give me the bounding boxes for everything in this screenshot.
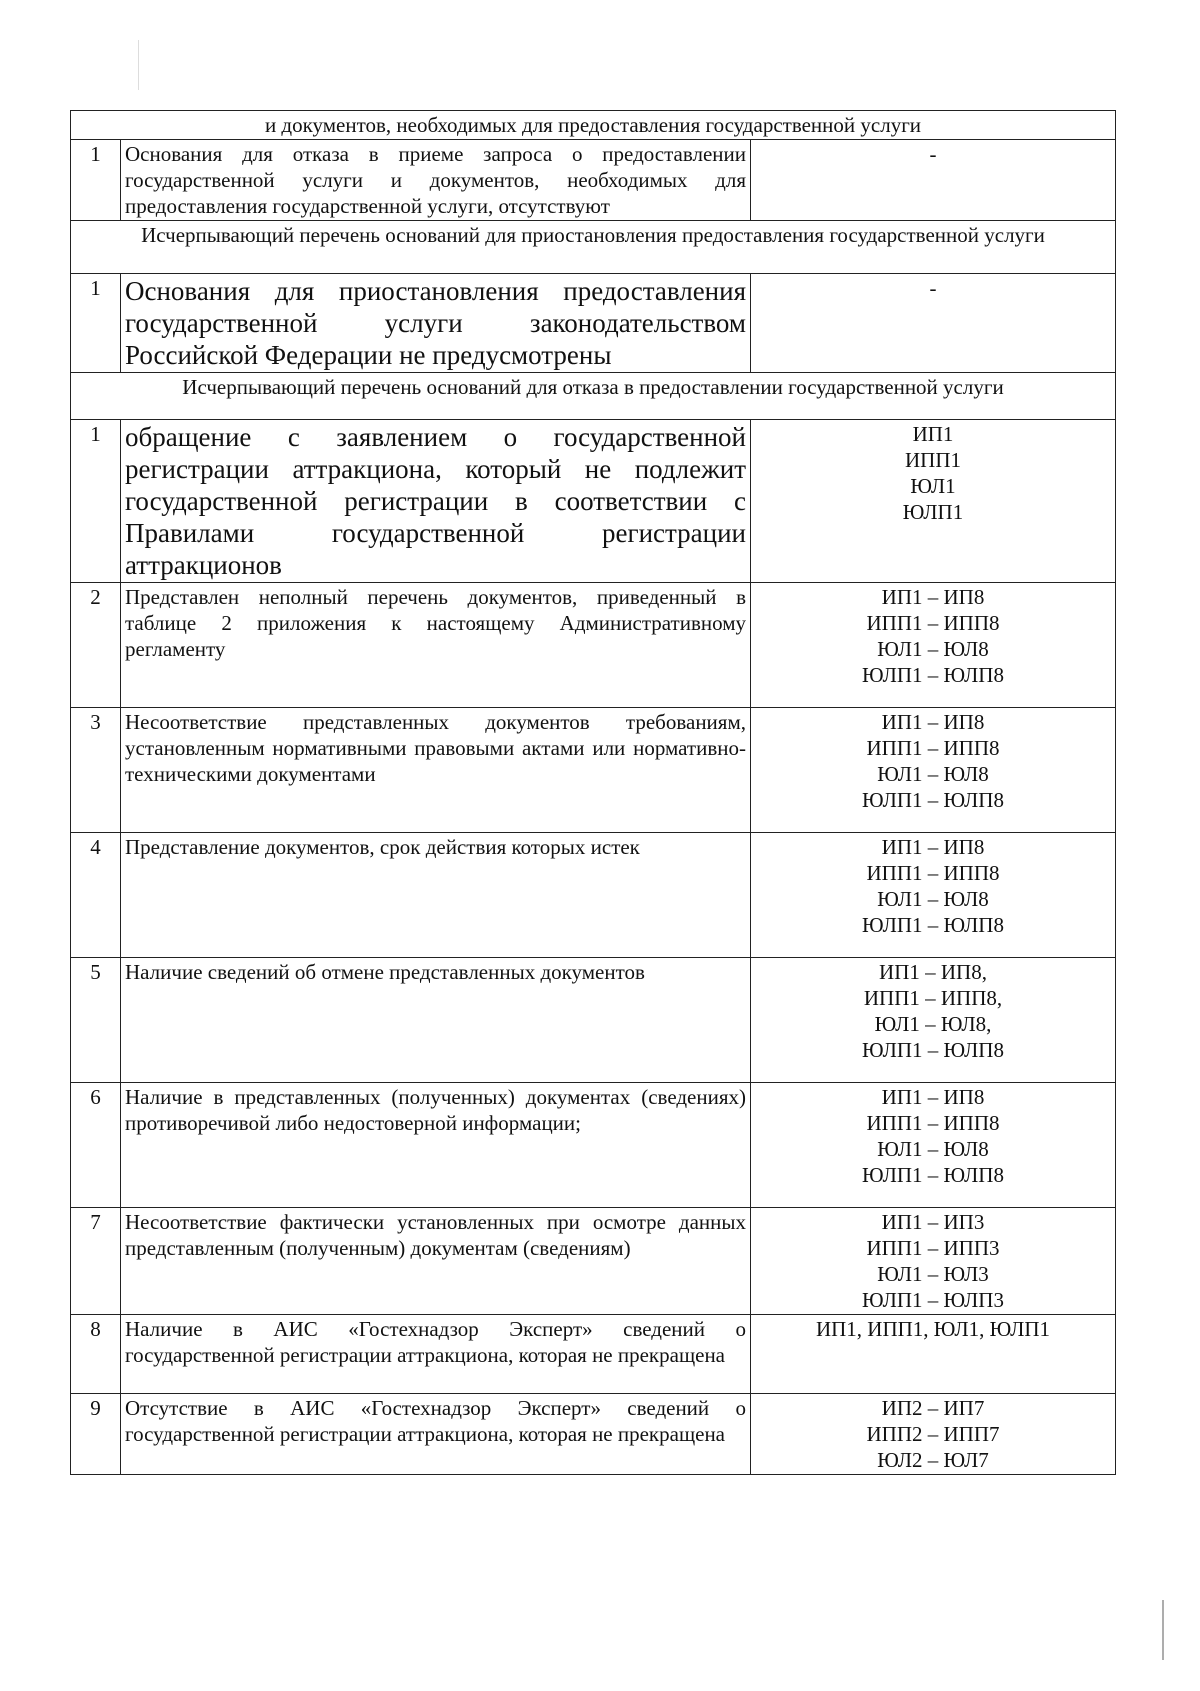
table-row (71, 583, 1116, 708)
table-row (71, 140, 1116, 221)
row-number: 4 (71, 833, 121, 958)
table-row (71, 708, 1116, 833)
row-codes (751, 1315, 1116, 1394)
code-line: - (929, 276, 937, 300)
code-line: ЮЛ1 – ЮЛ8 (877, 1137, 989, 1161)
section-header: Исчерпывающий перечень оснований для отказа в предоставлении государственной услуги (71, 373, 1116, 420)
code-line: ЮЛП1 – ЮЛП8 (862, 1163, 1004, 1187)
code-line: ЮЛ1 – ЮЛ8 (877, 887, 989, 911)
code-line: ЮЛ1 (910, 474, 956, 498)
code-line: ЮЛП1 (902, 500, 964, 524)
code-line: ИПП1 – ИПП3 (866, 1236, 1000, 1260)
table-row (71, 833, 1116, 958)
row-description: Отсутствие в АИС «Гостехнадзор Эксперт» сведений о государственной регистрации аттракциона, которая не прекращена (121, 1394, 751, 1475)
row-description: обращение с заявлением о государственной регистрации аттракциона, который не подлежит государственной регистрации в соответствии с Правилами государственной регистрации аттракционов (121, 420, 751, 583)
code-line: ИП1 – ИП8, (879, 960, 987, 984)
row-description: Несоответствие фактически установленных при осмотре данных представленным (полученным) документам (сведениям) (121, 1208, 751, 1315)
code-line: ЮЛП1 – ЮЛП3 (862, 1288, 1004, 1312)
code-line: ИП1 – ИП8 (881, 585, 985, 609)
row-number: 9 (71, 1394, 121, 1475)
code-line: ИПП1 – ИПП8 (866, 1111, 1000, 1135)
code-line: ИПП1 – ИПП8 (866, 861, 1000, 885)
code-line: ИПП1 – ИПП8, (863, 986, 1003, 1010)
row-description: Наличие сведений об отмене представленных документов (121, 958, 751, 1083)
row-number: 6 (71, 1083, 121, 1208)
table-row (71, 274, 1116, 373)
row-number: 1 (71, 140, 121, 221)
code-line: ЮЛ1 – ЮЛ8 (877, 762, 989, 786)
code-line: ИПП1 – ИПП8 (866, 611, 1000, 635)
code-line: ЮЛП1 – ЮЛП8 (862, 663, 1004, 687)
row-description: Представление документов, срок действия которых истек (121, 833, 751, 958)
scan-artifact (1162, 1600, 1164, 1660)
row-number: 1 (71, 274, 121, 373)
section-header-row (71, 221, 1116, 274)
row-number: 1 (71, 420, 121, 583)
row-codes (751, 583, 1116, 708)
code-line: ИПП2 – ИПП7 (866, 1422, 1000, 1446)
row-number: 7 (71, 1208, 121, 1315)
row-codes (751, 1083, 1116, 1208)
row-codes (751, 708, 1116, 833)
code-line: ЮЛ1 – ЮЛ3 (877, 1262, 989, 1286)
code-line: ЮЛП1 – ЮЛП8 (862, 788, 1004, 812)
table-row (71, 958, 1116, 1083)
row-codes (751, 1394, 1116, 1475)
row-description: Представлен неполный перечень документов, приведенный в таблице 2 приложения к настоящему Административному регламенту (121, 583, 751, 708)
row-description: Основания для отказа в приеме запроса о предоставлении государственной услуги и документов, необходимых для предоставления государственной услуги, отсутствуют (121, 140, 751, 221)
row-description: Наличие в представленных (полученных) документах (сведениях) противоречивой либо недостоверной информации; (121, 1083, 751, 1208)
scan-artifact (138, 40, 139, 90)
row-description: Основания для приостановления предоставления государственной услуги законодательством Российской Федерации не предусмотрены (121, 274, 751, 373)
row-codes (751, 958, 1116, 1083)
code-line: ЮЛ2 – ЮЛ7 (877, 1448, 989, 1472)
code-line: ИП2 – ИП7 (881, 1396, 985, 1420)
section-header: Исчерпывающий перечень оснований для приостановления предоставления государственной услуги (71, 221, 1116, 274)
row-codes (751, 140, 1116, 221)
table-row (71, 1208, 1116, 1315)
code-line: ИП1 – ИП8 (881, 835, 985, 859)
row-number: 8 (71, 1315, 121, 1394)
row-description: Наличие в АИС «Гостехнадзор Эксперт» сведений о государственной регистрации аттракциона, которая не прекращена (121, 1315, 751, 1394)
row-codes (751, 833, 1116, 958)
table-row (71, 1083, 1116, 1208)
code-line: ИП1 – ИП8 (881, 1085, 985, 1109)
code-line: ИП1, ИПП1, ЮЛ1, ЮЛП1 (815, 1317, 1051, 1341)
code-line: ЮЛ1 – ЮЛ8, (874, 1012, 992, 1036)
code-line: ИПП1 – ИПП8 (866, 736, 1000, 760)
row-number: 3 (71, 708, 121, 833)
code-line: ИПП1 (905, 448, 961, 472)
code-line: ЮЛП1 – ЮЛП8 (862, 913, 1004, 937)
section-header: и документов, необходимых для предоставления государственной услуги (71, 111, 1116, 140)
row-number: 2 (71, 583, 121, 708)
code-line: ИП1 – ИП8 (881, 710, 985, 734)
row-codes (751, 1208, 1116, 1315)
row-number: 5 (71, 958, 121, 1083)
section-header-row (71, 111, 1116, 140)
code-line: ИП1 – ИП3 (881, 1210, 985, 1234)
table-row (71, 420, 1116, 583)
table-row (71, 1394, 1116, 1475)
table-row (71, 1315, 1116, 1394)
code-line: ЮЛ1 – ЮЛ8 (877, 637, 989, 661)
row-codes (751, 420, 1116, 583)
section-header-row (71, 373, 1116, 420)
code-line: ИП1 (912, 422, 954, 446)
row-codes (751, 274, 1116, 373)
code-line: ЮЛП1 – ЮЛП8 (862, 1038, 1004, 1062)
row-description: Несоответствие представленных документов требованиям, установленным нормативными правовыми актами или нормативно-техническими документами (121, 708, 751, 833)
grounds-table (70, 110, 1116, 1475)
code-line: - (929, 142, 937, 166)
